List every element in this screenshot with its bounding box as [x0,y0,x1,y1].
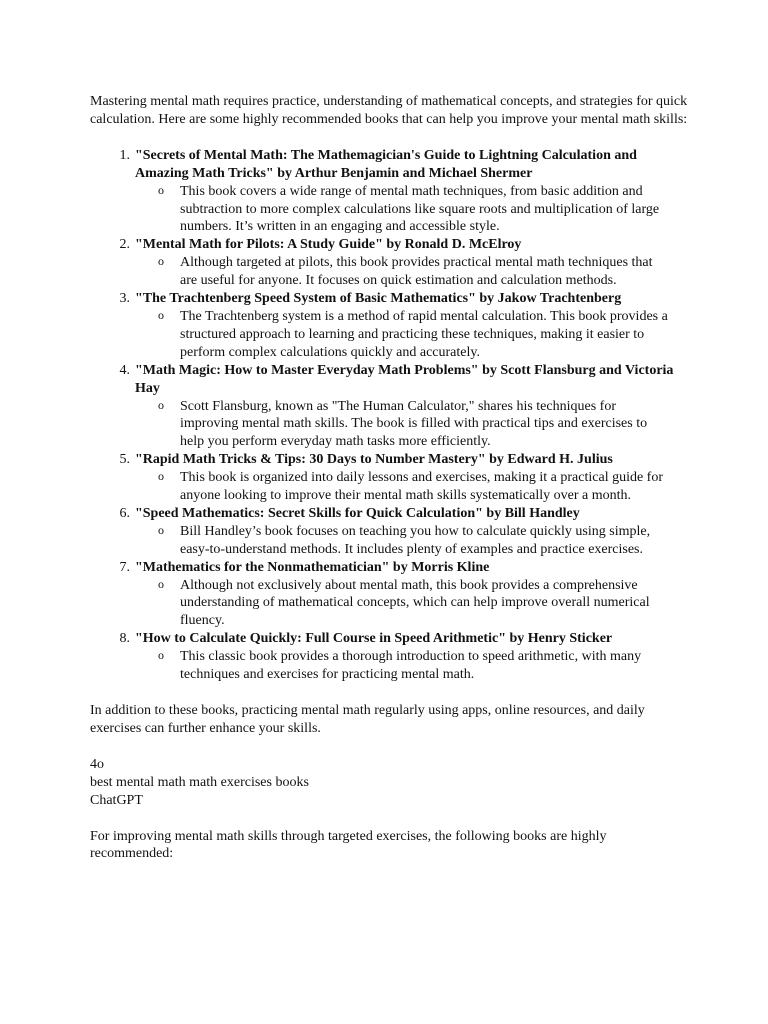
book-item [90,505,688,559]
book-description-list [135,469,688,505]
book-title: "The Trachtenberg Speed System of Basic Mathematics" by Jakow Trachtenberg [135,291,622,307]
hollow-bullet-icon: o [158,182,164,197]
book-description-list [135,308,688,362]
hollow-bullet-icon: o [158,397,164,412]
list-number: 4. [119,362,130,378]
book-title: "Speed Mathematics: Secret Skills for Quick Calculation" by Bill Handley [135,505,580,521]
intro-paragraph: Mastering mental math requires practice, understanding of mathematical concepts, and strategies for quick calculation. Here are some highly recommended books that can help you improve your mental math skills: [90,94,688,127]
assistant-label: ChatGPT [90,792,143,808]
book-title: "Mathematics for the Nonmathematician" by Morris Kline [135,559,490,575]
hollow-bullet-icon: o [158,576,164,591]
book-item [90,630,688,684]
book-description-list [135,398,688,452]
description-text: This book is organized into daily lessons and exercises, making it a practical guide for anyone looking to improve their mental math skills systematically over a month. [180,470,664,504]
book-description-list [135,254,688,290]
list-number: 6. [119,505,130,521]
book-item [90,362,688,452]
book-description-list [135,183,688,237]
chat-transcript-meta [90,756,688,810]
book-title: "Math Magic: How to Master Everyday Math Problems" by Scott Flansburg and Victoria Hay [135,362,674,396]
book-description [135,254,688,290]
description-text: Although targeted at pilots, this book provides practical mental math techniques that are useful for anyone. It focuses on quick estimation and calculation methods. [180,255,653,289]
hollow-bullet-icon: o [158,648,164,663]
book-item [90,559,688,631]
book-description [135,469,688,505]
book-description [135,183,688,237]
user-prompt: best mental math math exercises books [90,774,309,790]
addition-paragraph: In addition to these books, practicing mental math regularly using apps, online resources, and daily exercises can further enhance your skills. [90,703,645,736]
hollow-bullet-icon: o [158,469,164,484]
list-number: 7. [119,559,130,575]
followup-paragraph: For improving mental math skills through targeted exercises, the following books are highly recommended: [90,828,607,862]
list-number: 1. [119,147,130,163]
list-number: 5. [119,452,130,468]
book-item [90,147,688,237]
book-description [135,577,688,631]
book-description [135,398,688,452]
book-description [135,648,688,684]
book-item [90,290,688,362]
hollow-bullet-icon: o [158,307,164,322]
hollow-bullet-icon: o [158,522,164,537]
list-number: 8. [119,631,130,647]
book-description-list [135,523,688,559]
book-description [135,523,688,559]
description-text: Scott Flansburg, known as "The Human Calculator," shares his techniques for improving mental math skills. The book is filled with practical tips and exercises to help you perform everyday math tasks more efficiently. [180,398,648,450]
description-text: The Trachtenberg system is a method of rapid mental calculation. This book provides a structured approach to learning and practicing these techniques, making it easier to perform complex calculations quickly and accurately. [180,308,668,360]
description-text: Although not exclusively about mental math, this book provides a comprehensive understanding of mathematical concepts, which can help improve overall numerical fluency. [180,577,650,629]
book-item [90,236,688,290]
list-number: 3. [119,291,130,307]
book-list [90,147,688,684]
book-description [135,308,688,362]
book-title: "How to Calculate Quickly: Full Course in Speed Arithmetic" by Henry Sticker [135,631,613,647]
hollow-bullet-icon: o [158,254,164,269]
description-text: This classic book provides a thorough introduction to speed arithmetic, with many techniques and exercises for practicing mental math. [180,649,642,683]
book-item [90,451,688,505]
model-label: 4o [90,756,104,772]
book-title: "Mental Math for Pilots: A Study Guide" by Ronald D. McElroy [135,237,522,253]
book-title: "Rapid Math Tricks & Tips: 30 Days to Number Mastery" by Edward H. Julius [135,452,613,468]
list-number: 2. [119,237,130,253]
book-title: "Secrets of Mental Math: The Mathemagician's Guide to Lightning Calculation and Amazing Math Tricks" by Arthur Benjamin and Michael Shermer [135,147,637,181]
book-description-list [135,648,688,684]
description-text: Bill Handley’s book focuses on teaching you how to calculate quickly using simple, easy-to-understand methods. It includes plenty of examples and practice exercises. [180,523,651,557]
description-text: This book covers a wide range of mental math techniques, from basic addition and subtraction to more complex calculations like square roots and multiplication of large numbers. It’s written in an engaging and accessible style. [180,183,660,235]
book-description-list [135,577,688,631]
